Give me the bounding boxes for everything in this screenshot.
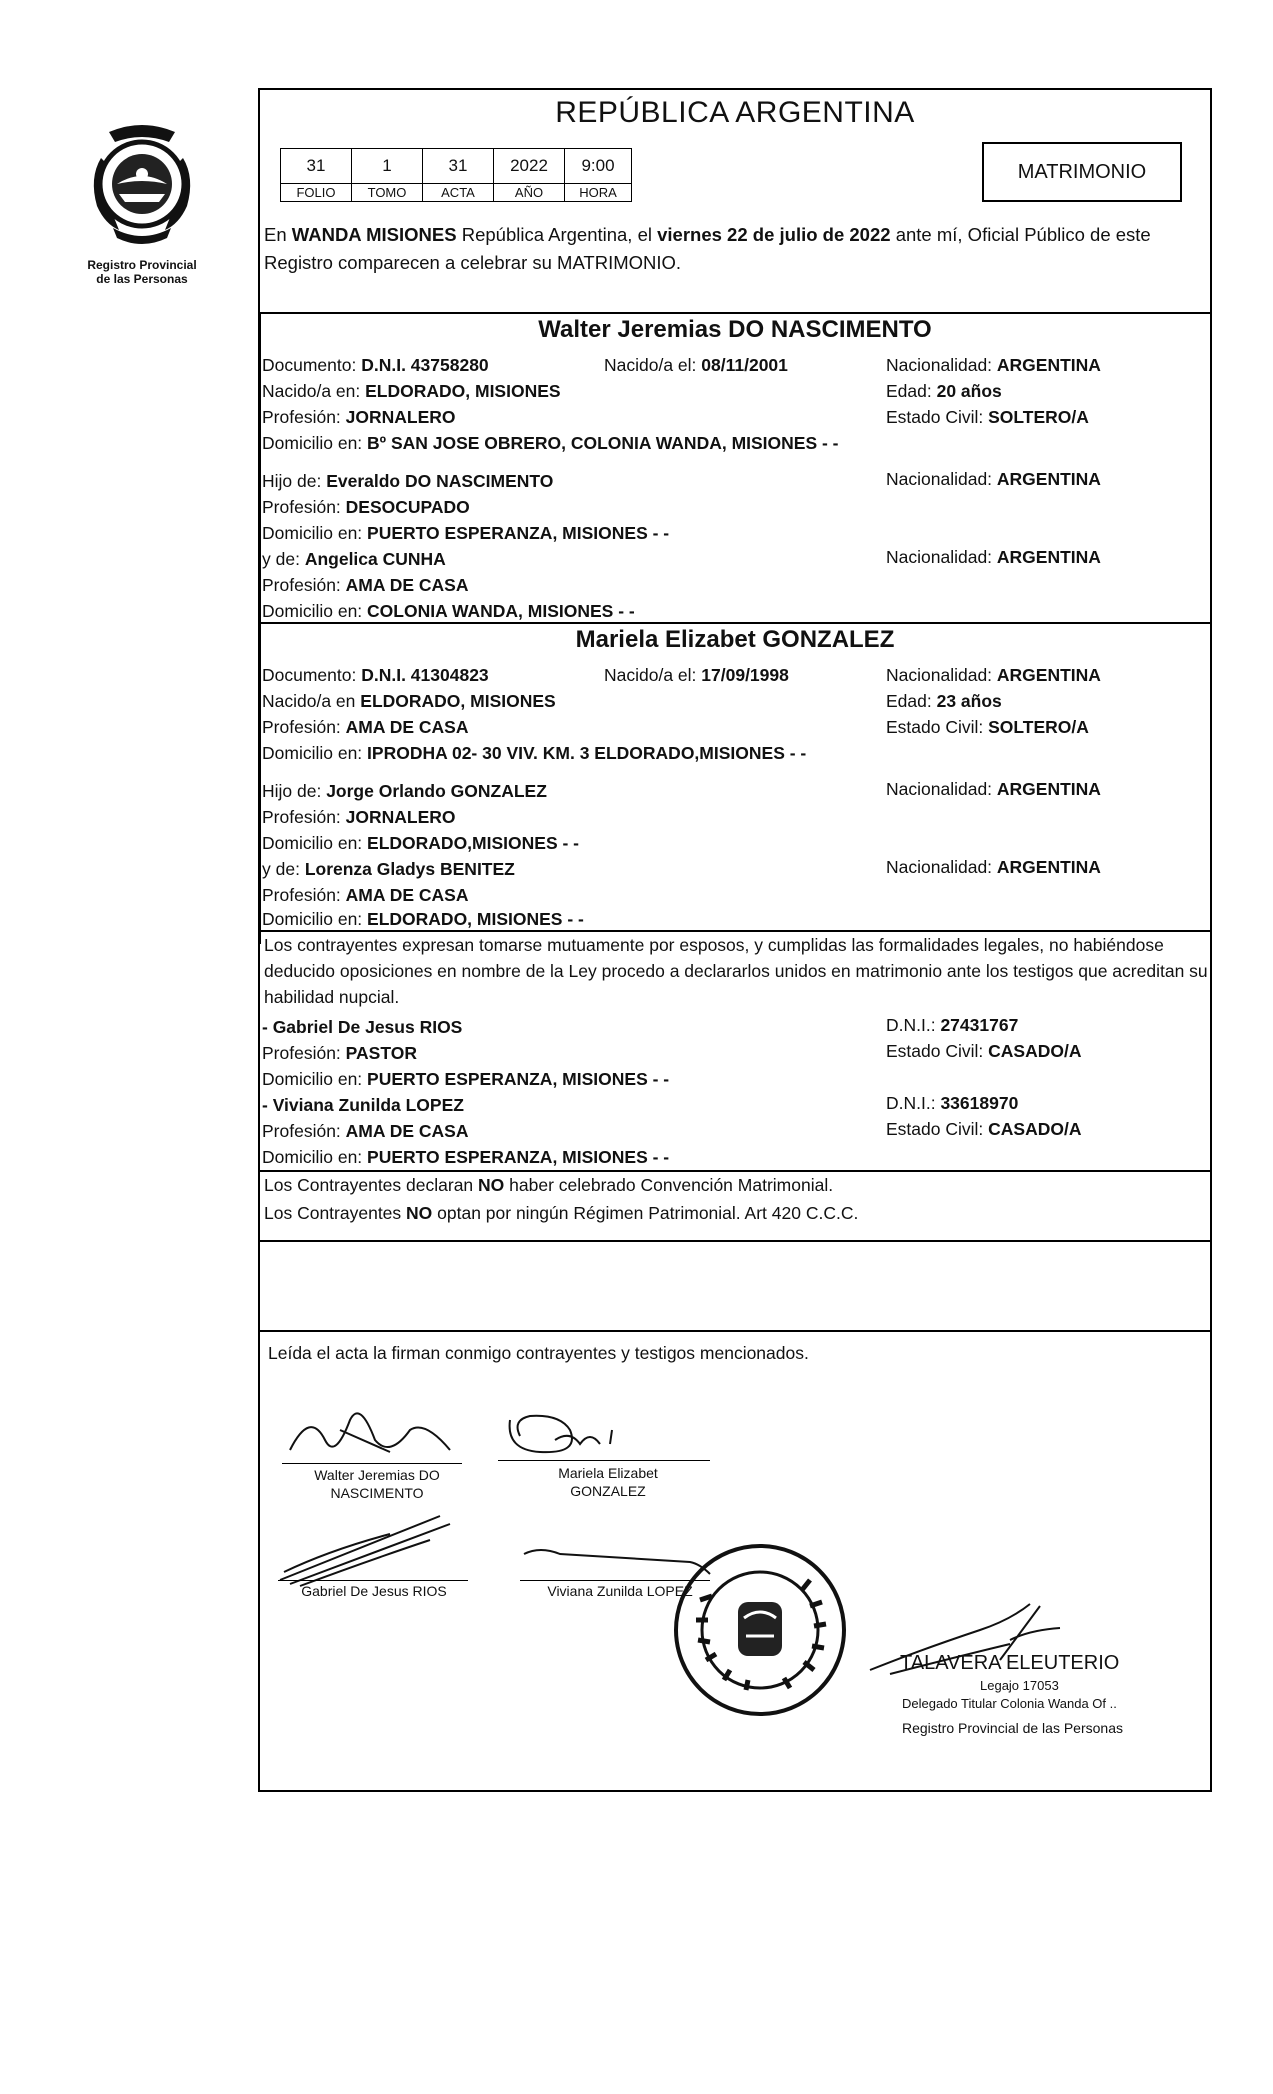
spouse2-birthplace: Nacido/a en ELDORADO, MISIONES [262,691,556,711]
note-regime: Los Contrayentes NO optan por ningún Régimen Patrimonial. Art 420 C.C.C. [264,1203,859,1223]
signature-caption-witness1: Gabriel De Jesus RIOS [301,1583,447,1599]
spouse2-name: Mariela Elizabet GONZALEZ [575,626,895,653]
witness2-civil-status: Estado Civil: CASADO/A [886,1119,1082,1139]
signature-spouse1-icon [280,1400,480,1466]
act-type-box: MATRIMONIO [982,142,1182,202]
anio-label: AÑO [494,184,565,202]
spouse1-birthplace: Nacido/a en: ELDORADO, MISIONES [262,381,561,401]
hora-value: 9:00 [565,149,632,184]
spouse1-mother-nationality: Nacionalidad: ARGENTINA [886,547,1101,567]
closing-text: Leída el acta la firman conmigo contrayentes y testigos mencionados. [268,1343,809,1363]
signature-spouse2-icon [500,1400,650,1462]
tomo-label: TOMO [352,184,423,202]
misiones-coat-of-arms-icon [89,118,195,250]
spouse1-born: Nacido/a el: 08/11/2001 [604,355,788,375]
folio-value: 31 [281,149,352,184]
spouse1-address: Domicilio en: Bº SAN JOSE OBRERO, COLONIA WANDA, MISIONES - - [262,433,839,453]
anio-value: 2022 [494,149,565,184]
spouse1-mother-profession: Profesión: AMA DE CASA [262,575,469,595]
acta-label: ACTA [423,184,494,202]
logo-caption-line2: de las Personas [96,272,188,286]
note-convention: Los Contrayentes declaran NO haber celebrado Convención Matrimonial. [264,1175,834,1195]
divider [258,1240,1212,1242]
signature-witness1-icon [270,1510,470,1590]
witness2-address: Domicilio en: PUERTO ESPERANZA, MISIONES - - [262,1147,670,1167]
officer-name: TALAVERA ELEUTERIO [900,1652,1120,1674]
officer-org: Registro Provincial de las Personas [902,1720,1123,1736]
spouse1-father-nationality: Nacionalidad: ARGENTINA [886,469,1101,489]
divider [258,312,1212,314]
spouse2-father-address: Domicilio en: ELDORADO,MISIONES - - [262,833,579,853]
spouse2-doc: Documento: D.N.I. 41304823 [262,665,489,685]
spouse2-profession: Profesión: AMA DE CASA [262,717,469,737]
spouse2-father-nationality: Nacionalidad: ARGENTINA [886,779,1101,799]
spouse2-father: Hijo de: Jorge Orlando GONZALEZ [262,781,547,801]
spouse1-father-address: Domicilio en: PUERTO ESPERANZA, MISIONES - - [262,523,670,543]
logo-caption-line1: Registro Provincial [87,258,197,272]
officer-title: Delegado Titular Colonia Wanda Of .. [902,1696,1117,1711]
acta-value: 31 [423,149,494,184]
spouse2-nationality: Nacionalidad: ARGENTINA [886,665,1101,685]
registry-logo [72,118,212,286]
signature-caption-spouse2: Mariela Elizabet GONZALEZ [558,1465,658,1499]
spouse2-mother-profession: Profesión: AMA DE CASA [262,885,469,905]
witness2-dni: D.N.I.: 33618970 [886,1093,1019,1113]
spouse2-mother-address: Domicilio en: ELDORADO, MISIONES - - [262,909,584,929]
officer-legajo: Legajo 17053 [980,1678,1059,1693]
spouse2-age: Edad: 23 años [886,691,1002,711]
spouse1-name: Walter Jeremias DO NASCIMENTO [538,316,932,343]
declaration-text: Los contrayentes expresan tomarse mutuamente por esposos, y cumplidas las formalidades legales, no habiéndose deducido oposiciones en nombre de la Ley procedo a declararlos unidos en matrimonio ante los testigos que acreditan su habilidad nupcial. [264,935,1208,1007]
hora-label: HORA [565,184,632,202]
divider [258,1330,1212,1332]
spouse1-civil-status: Estado Civil: SOLTERO/A [886,407,1089,427]
spouse1-doc: Documento: D.N.I. 43758280 [262,355,489,375]
signature-line [278,1580,468,1581]
spouse1-age: Edad: 20 años [886,381,1002,401]
signature-caption-spouse1: Walter Jeremias DO NASCIMENTO [314,1467,440,1501]
witness2-profession: Profesión: AMA DE CASA [262,1121,469,1141]
intro-text: En WANDA MISIONES República Argentina, el viernes 22 de julio de 2022 ante mí, Oficial Público de este Registro comparecen a celebrar su MATRIMONIO. [264,224,1151,273]
tomo-value: 1 [352,149,423,184]
spouse2-mother: y de: Lorenza Gladys BENITEZ [262,859,515,879]
witness1-civil-status: Estado Civil: CASADO/A [886,1041,1082,1061]
witness2-name: - Viviana Zunilda LOPEZ [262,1095,464,1115]
signature-line [498,1460,710,1461]
witness1-dni: D.N.I.: 27431767 [886,1015,1019,1035]
registry-table [280,148,632,202]
spouse1-father-profession: Profesión: DESOCUPADO [262,497,470,517]
witness1-profession: Profesión: PASTOR [262,1043,417,1063]
spouse2-civil-status: Estado Civil: SOLTERO/A [886,717,1089,737]
signature-caption-witness2: Viviana Zunilda LOPEZ [547,1583,693,1599]
spouse1-nationality: Nacionalidad: ARGENTINA [886,355,1101,375]
spouse2-born: Nacido/a el: 17/09/1998 [604,665,789,685]
spouse1-mother: y de: Angelica CUNHA [262,549,446,569]
spouse2-father-profession: Profesión: JORNALERO [262,807,456,827]
signature-line [282,1463,462,1464]
spouse1-profession: Profesión: JORNALERO [262,407,456,427]
spouse1-father: Hijo de: Everaldo DO NASCIMENTO [262,471,554,491]
page-title: REPÚBLICA ARGENTINA [555,96,915,129]
witness1-address: Domicilio en: PUERTO ESPERANZA, MISIONES - - [262,1069,670,1089]
folio-label: FOLIO [281,184,352,202]
spouse2-address: Domicilio en: IPRODHA 02- 30 VIV. KM. 3 ELDORADO,MISIONES - - [262,743,807,763]
spouse1-mother-address: Domicilio en: COLONIA WANDA, MISIONES - - [262,601,635,621]
official-seal-icon [670,1540,850,1720]
spouse2-mother-nationality: Nacionalidad: ARGENTINA [886,857,1101,877]
witness1-name: - Gabriel De Jesus RIOS [262,1017,463,1037]
